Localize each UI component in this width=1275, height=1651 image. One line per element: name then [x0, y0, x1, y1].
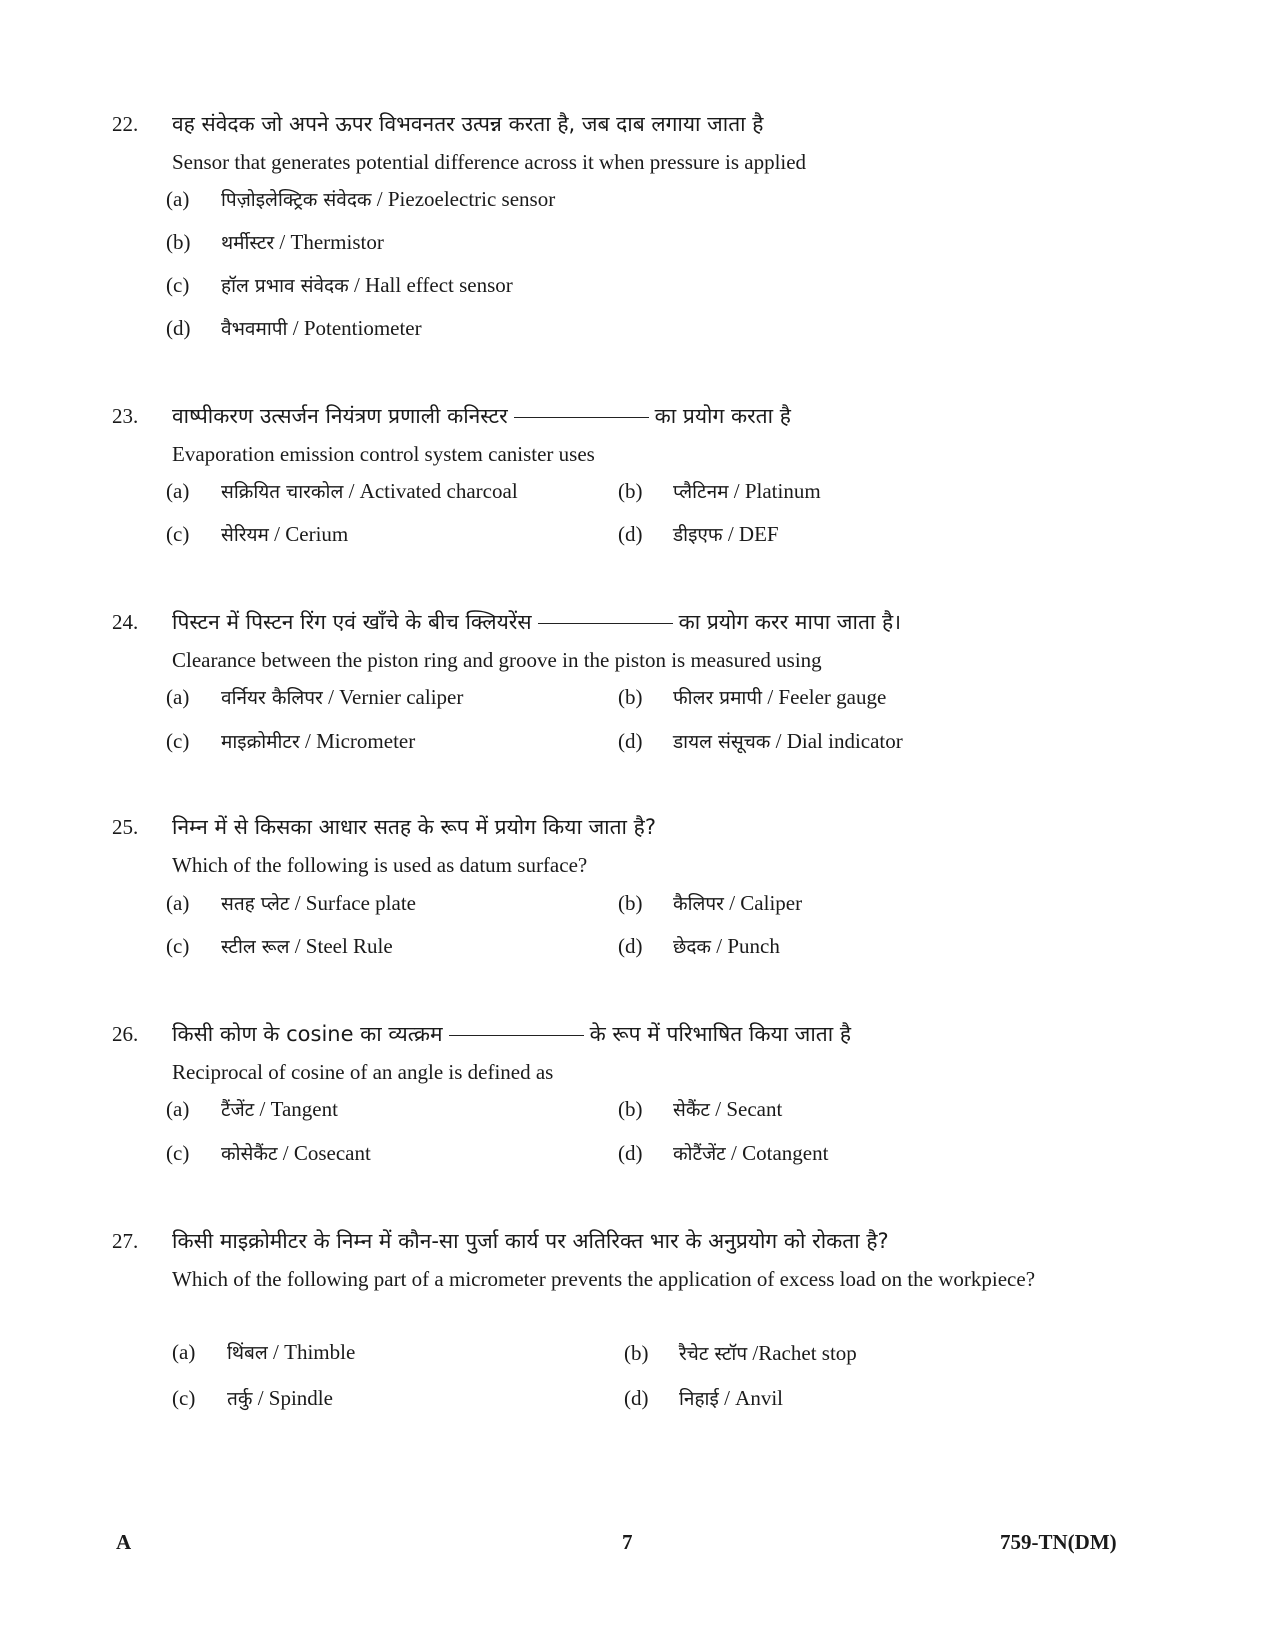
option-c: (c) तर्कु / Spindle [172, 1386, 333, 1410]
option-b: (b) कैलिपर / Caliper [618, 891, 803, 915]
option-b: (b) सेकैंट / Secant [618, 1097, 783, 1121]
option-d: (d) कोटैंजेंट / Cotangent [618, 1141, 829, 1165]
question-english: Which of the following part of a micrometer prevents the application of excess load on the workpiece? [172, 1267, 1036, 1291]
option-c: (c) हॉल प्रभाव संवेदक / Hall effect sensor [166, 273, 513, 297]
question-number: 22. [112, 112, 139, 136]
question-number: 26. [112, 1022, 139, 1046]
question-hindi: निम्न में से किसका आधार सतह के रूप में प्रयोग किया जाता है? [172, 815, 656, 839]
option-d: (d) डायल संसूचक / Dial indicator [618, 729, 903, 753]
page-number: 7 [622, 1530, 633, 1554]
question-english: Reciprocal of cosine of an angle is defined as [172, 1060, 554, 1084]
question-hindi: किसी कोण के cosine का व्यत्क्रम के रूप में परिभाषित किया जाता है [172, 1022, 852, 1046]
option-b: (b) फीलर प्रमापी / Feeler gauge [618, 685, 887, 709]
option-c: (c) सेरियम / Cerium [166, 522, 349, 546]
option-c: (c) माइक्रोमीटर / Micrometer [166, 729, 416, 753]
option-a: (a) पिज़ोइलेक्ट्रिक संवेदक / Piezoelectric sensor [166, 187, 556, 211]
option-b: (b) प्लैटिनम / Platinum [618, 479, 821, 503]
question-english: Sensor that generates potential difference across it when pressure is applied [172, 150, 807, 174]
option-a: (a) सतह प्लेट / Surface plate [166, 891, 416, 915]
booklet-series: A [116, 1530, 132, 1554]
option-c: (c) स्टील रूल / Steel Rule [166, 934, 393, 958]
question-number: 24. [112, 610, 139, 634]
option-b: (b) थर्मीस्टर / Thermistor [166, 230, 384, 254]
option-a: (a) टैंजेंट / Tangent [166, 1097, 338, 1121]
question-number: 23. [112, 404, 139, 428]
question-number: 27. [112, 1229, 139, 1253]
option-b: (b) रैचेट स्टॉप /Rachet stop [624, 1341, 857, 1365]
question-number: 25. [112, 815, 139, 839]
paper-code: 759-TN(DM) [1000, 1530, 1117, 1554]
question-hindi: किसी माइक्रोमीटर के निम्न में कौन-सा पुर्जा कार्य पर अतिरिक्त भार के अनुप्रयोग को रोकता है? [172, 1229, 889, 1253]
question-english: Which of the following is used as datum surface? [172, 853, 588, 877]
option-a: (a) सक्रियित चारकोल / Activated charcoal [166, 479, 518, 503]
answer-blank [538, 623, 673, 624]
option-a: (a) थिंबल / Thimble [172, 1340, 356, 1364]
option-c: (c) कोसेकैंट / Cosecant [166, 1141, 371, 1165]
option-d: (d) वैभवमापी / Potentiometer [166, 316, 422, 340]
answer-blank [514, 417, 649, 418]
option-d: (d) डीइएफ / DEF [618, 522, 779, 546]
answer-blank [449, 1035, 584, 1036]
option-d: (d) छेदक / Punch [618, 934, 780, 958]
question-english: Evaporation emission control system canister uses [172, 442, 595, 466]
question-hindi: वह संवेदक जो अपने ऊपर विभवनतर उत्पन्न करता है, जब दाब लगाया जाता है [172, 112, 764, 136]
question-hindi: वाष्पीकरण उत्सर्जन नियंत्रण प्रणाली कनिस्टर का प्रयोग करता है [172, 404, 791, 428]
question-english: Clearance between the piston ring and groove in the piston is measured using [172, 648, 822, 672]
option-a: (a) वर्नियर कैलिपर / Vernier caliper [166, 685, 464, 709]
question-hindi: पिस्टन में पिस्टन रिंग एवं खाँचे के बीच क्लियरेंस का प्रयोग करर मापा जाता है। [172, 610, 902, 634]
option-d: (d) निहाई / Anvil [624, 1386, 783, 1410]
